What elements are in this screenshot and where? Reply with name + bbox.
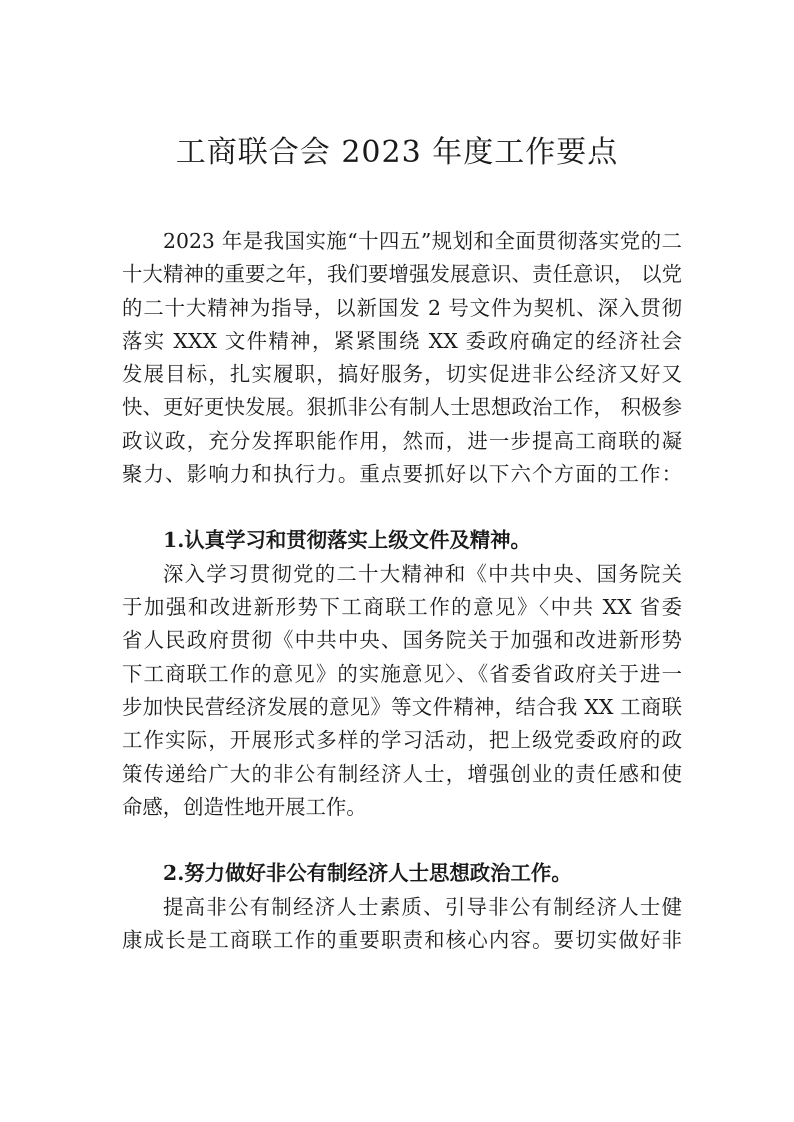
section-heading: 2.努力做好非公有制经济人士思想政治工作。 xyxy=(163,861,572,885)
paragraph-line: 康成长是工商联工作的重要职责和核心内容。要切实做好非 xyxy=(122,928,682,952)
paragraph-line: 深入学习贯彻党的二十大精神和《中共中央、国务院关 xyxy=(163,562,682,586)
paragraph-line: 的二十大精神为指导，以新国发 2 号文件为契机、深入贯彻 xyxy=(122,296,682,320)
paragraph-line: 快、更好更快发展。狠抓非公有制人士思想政治工作， 积极参 xyxy=(122,395,682,419)
section-heading: 1.认真学习和贯彻落实上级文件及精神。 xyxy=(163,528,531,552)
paragraph-line: 提高非公有制经济人士素质、引导非公有制经济人士健 xyxy=(163,895,682,919)
paragraph-line: 策传递给广大的非公有制经济人士，增强创业的责任感和使 xyxy=(122,762,682,786)
paragraph-line: 命感，创造性地开展工作。 xyxy=(122,795,367,819)
document-title: 工商联合会 2023 年度工作要点 xyxy=(175,135,619,170)
paragraph-line: 政议政，充分发挥职能作用，然而，进一步提高工商联的凝 xyxy=(122,429,682,453)
paragraph-line: 发展目标，扎实履职，搞好服务，切实促进非公经济又好又 xyxy=(122,362,682,386)
paragraph-line: 于加强和改进新形势下工商联工作的意见》〈中共 XX 省委 xyxy=(122,595,682,619)
paragraph-line: 落实 XXX 文件精神，紧紧围绕 XX 委政府确定的经济社会 xyxy=(122,329,682,353)
paragraph-line: 聚力、影响力和执行力。重点要抓好以下六个方面的工作： xyxy=(122,462,682,486)
paragraph-line: 工作实际，开展形式多样的学习活动，把上级党委政府的政 xyxy=(122,728,682,752)
paragraph-line: 2023 年是我国实施“十四五”规划和全面贯彻落实党的二 xyxy=(163,229,682,253)
paragraph-line: 十大精神的重要之年，我们要增强发展意识、责任意识， 以党 xyxy=(122,262,682,286)
paragraph-line: 步加快民营经济发展的意见》等文件精神，结合我 XX 工商联 xyxy=(122,695,682,719)
paragraph-line: 省人民政府贯彻《中共中央、国务院关于加强和改进新形势 xyxy=(122,628,682,652)
paragraph-line: 下工商联工作的意见》的实施意见〉、《省委省政府关于进一 xyxy=(122,662,682,686)
